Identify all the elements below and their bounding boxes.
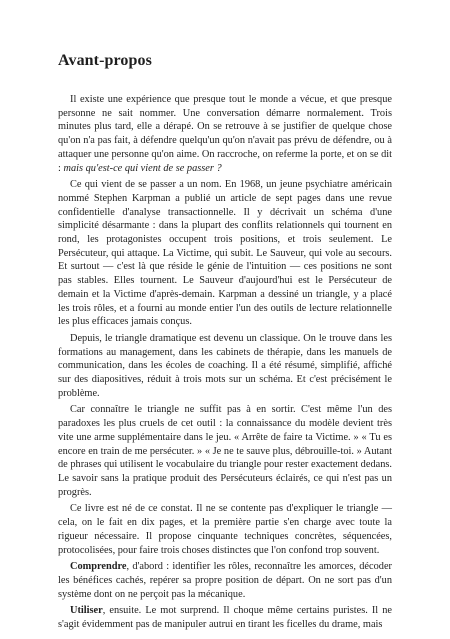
paragraph (58, 178, 392, 329)
page-title: Avant-propos (58, 52, 152, 69)
paragraph (58, 332, 392, 401)
body-text (58, 93, 392, 632)
paragraph (58, 93, 392, 175)
bold-keyword: Utiliser (70, 605, 103, 617)
paragraph-text: Depuis, le triangle dramatique est devenu un classique. On le trouve dans les formations au management, dans les cabinets de thérapie, dans les manuels de communication, dans les écoles de coaching. Il a été résumé, simplifié, affiché sur des diapositives, réduit à trois mots sur un schéma. Et c'est précisément le problème. (58, 332, 392, 399)
paragraph-text: Car connaître le triangle ne suffit pas à en sortir. C'est même l'un des paradoxes les plus cruels de cet outil : la connaissance du modèle devient très vite une arme supplémentaire dans le jeu. « Arrête de faire ta Victime. » « Tu es encore en train de me persécuter. » « Je ne te sauve plus, débrouille-toi. » Autant de phrases qui utilisent le vocabulaire du triangle pour rester exactement dedans. Le savoir sans la pratique produit des Persécuteurs éclairés, ce qui n'est pas un progrès. (58, 404, 392, 498)
paragraph-text: Ce livre est né de ce constat. Il ne se contente pas d'expliquer le triangle — cela, on le fait en dix pages, et la première partie s'en charge avec toute la rigueur nécessaire. Il propose cinquante techniques concrètes, séquencées, protocolisées, pour faire trois choses distinctes que l'on confond trop souvent. (58, 503, 392, 556)
paragraph-text: Il existe une expérience que presque tout le monde a vécue, et que presque personne ne sait nommer. Une conversation démarre normalement. Trois minutes plus tard, elle a dérapé. On se retrouve à se justifier de quelque chose qu'on n'a pas fait, à défendre quelqu'un qu'on n'avait pas prévu de défendre, ou à attaquer une personne qu'on aime. On raccroche, on referme la porte, et on se dit : (58, 94, 392, 174)
paragraph (58, 560, 392, 601)
paragraph (58, 604, 392, 631)
bold-keyword: Comprendre (70, 561, 127, 573)
italic-text: mais qu'est-ce qui vient de se passer ? (63, 162, 222, 174)
paragraph-text: Ce qui vient de se passer a un nom. En 1968, un jeune psychiatre américain nommé Stephen Karpman a publié un article de sept pages dans une revue confidentielle d'analyse transactionnelle. Il y décrivait un schéma d'une simplicité désarmante : dans la plupart des conflits relationnels qui tournent en rond, les protagonistes occupent trois positions, et trois seulement. Le Persécuteur, qui attaque. La Victime, qui subit. Le Sauveur, qui vole au secours. Et surtout — c'est là que réside le génie de l'intuition — ces positions ne sont pas stables. Elles tournent. Le Sauveur d'aujourd'hui est le Persécuteur de demain et la Victime d'après-demain. Karpman a dessiné un triangle, y a placé les trois rôles, et a fourni au monde entier l'un des outils de lecture relationnelle les plus efficaces jamais conçus. (58, 179, 392, 328)
paragraph (58, 403, 392, 499)
paragraph-text: , d'abord : identifier les rôles, reconnaître les amorces, décoder les bénéfices cachés, repérer sa propre position de départ. On ne sort pas d'un système dont on ne perçoit pas la mécanique. (58, 561, 392, 600)
paragraph (58, 502, 392, 557)
paragraph-text: , ensuite. Le mot surprend. Il choque même certains puristes. Il ne s'agit évidemment pas de manipuler autrui en tirant les ficelles du drame, mais (58, 605, 392, 631)
